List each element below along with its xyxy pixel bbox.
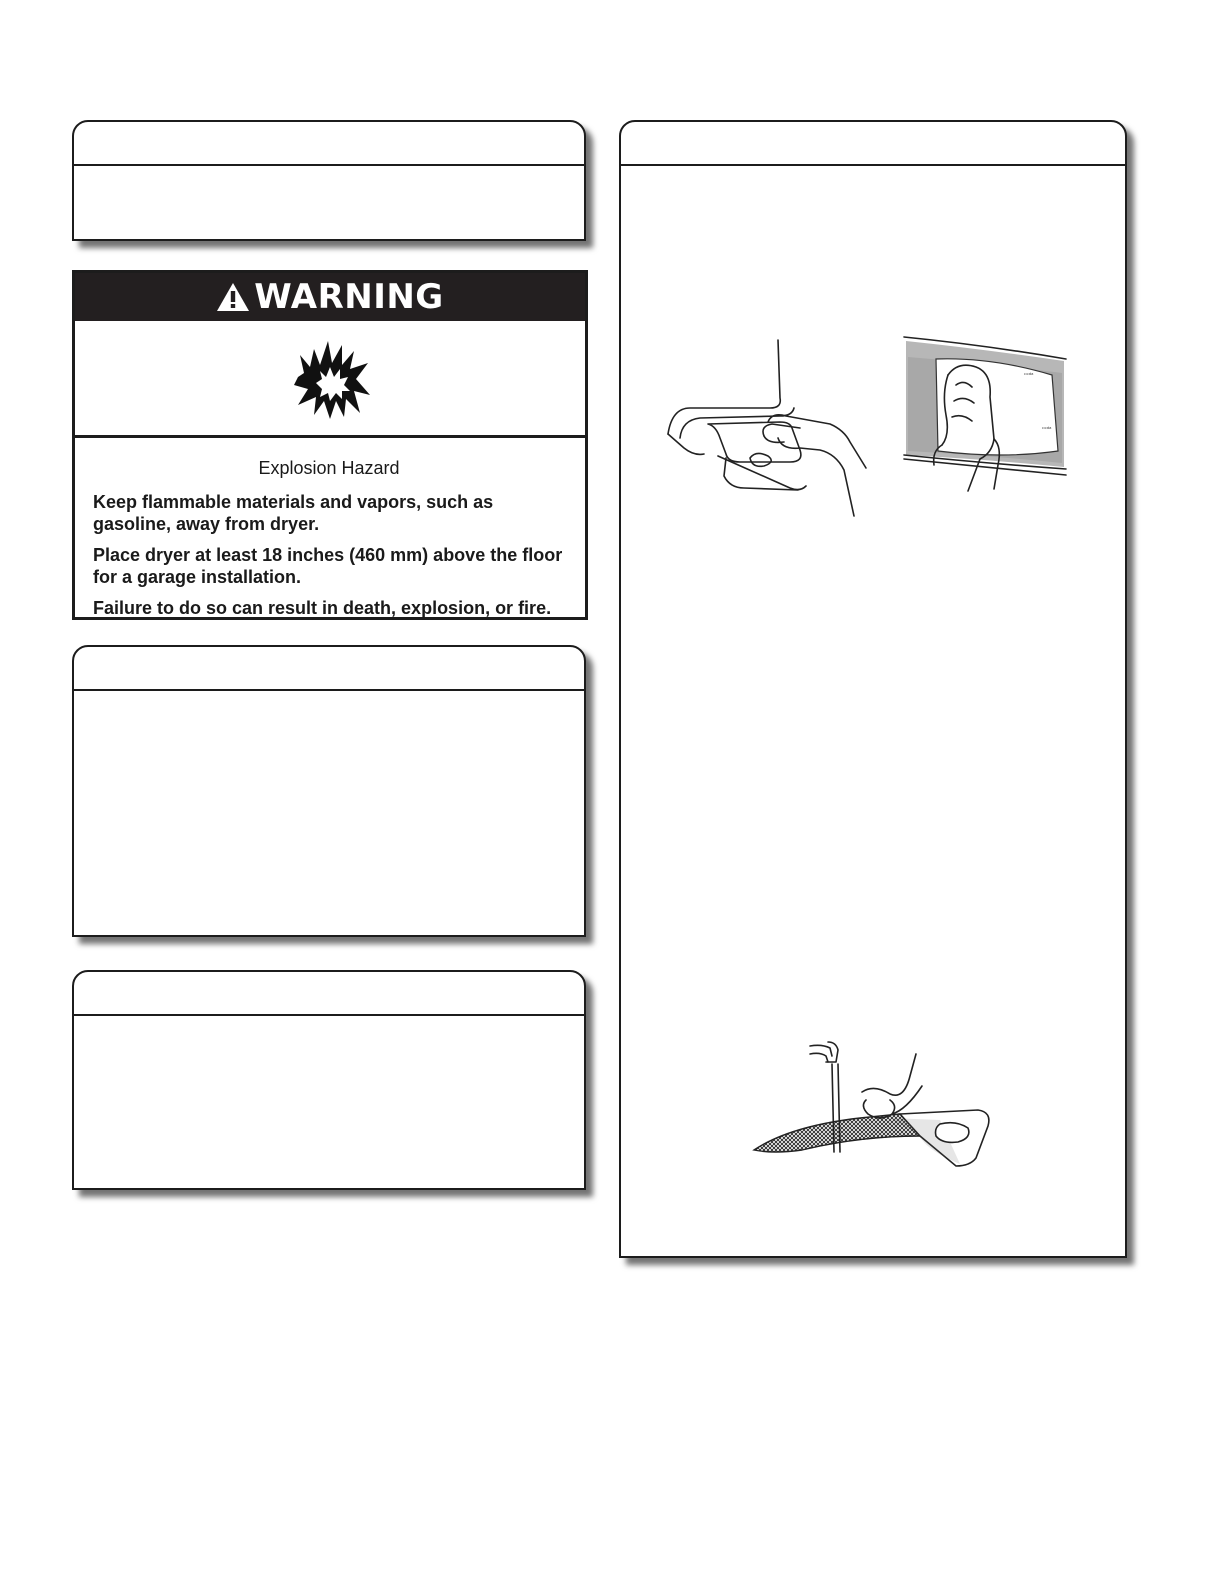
section-panel-header	[74, 647, 584, 691]
hand-rolling-lint-off-screen-illustration	[902, 335, 1068, 495]
scrubbing-lint-screen-under-faucet-illustration	[750, 1040, 996, 1180]
hand-removing-lint-screen-illustration	[660, 338, 870, 520]
svg-text:ᶜᵒᵈᵃ: ᶜᵒᵈᵃ	[1042, 426, 1052, 433]
section-panel-bottom-left	[72, 970, 586, 1190]
alert-triangle-icon	[216, 281, 250, 313]
warning-line-2: Place dryer at least 18 inches (460 mm) above the floor for a garage installation.	[93, 545, 563, 587]
warning-body	[75, 438, 585, 619]
svg-text:ᶜᵒᵈᵃ: ᶜᵒᵈᵃ	[1024, 372, 1034, 379]
section-panel-middle-left	[72, 645, 586, 937]
warning-signal-word: WARNING	[254, 277, 444, 317]
section-panel-header	[621, 122, 1125, 166]
warning-line-3: Failure to do so can result in death, explosion, or fire.	[93, 598, 552, 618]
warning-box	[72, 270, 588, 620]
warning-hazard-title: Explosion Hazard	[258, 458, 400, 478]
section-panel-top-left	[72, 120, 586, 241]
explosion-icon	[290, 335, 376, 421]
section-panel-header	[74, 122, 584, 166]
warning-pictogram-area	[75, 321, 585, 438]
section-panel-header	[74, 972, 584, 1016]
warning-line-1: Keep flammable materials and vapors, such as gasoline, away from dryer.	[93, 492, 494, 534]
warning-header	[75, 273, 585, 321]
